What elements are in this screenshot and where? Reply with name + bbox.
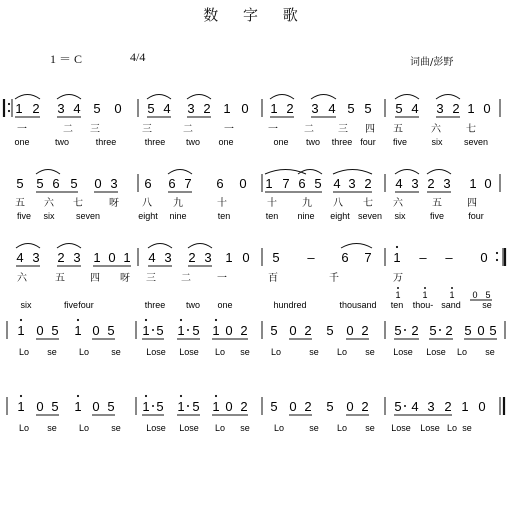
note: 2 bbox=[57, 250, 65, 265]
repeat-dot bbox=[496, 252, 498, 254]
lyric-en: se bbox=[485, 347, 495, 357]
note: 0 bbox=[239, 176, 247, 191]
dotted-rhythm-dot bbox=[404, 405, 406, 407]
note: 2 bbox=[444, 399, 452, 414]
note: 2 bbox=[361, 323, 369, 338]
slur bbox=[168, 170, 192, 175]
lyric-cn: 九 bbox=[302, 198, 312, 209]
lyric-en: se bbox=[111, 347, 121, 357]
lyric-en: Lo bbox=[78, 347, 90, 357]
lyric-en: thousand bbox=[339, 300, 377, 310]
lyric-cn: 六 bbox=[17, 273, 27, 284]
lyric-cn: 呀 bbox=[109, 198, 119, 209]
lyric-cn: 一 bbox=[17, 124, 27, 135]
note: 1 bbox=[461, 399, 469, 414]
note: 3 bbox=[110, 176, 118, 191]
time-signature: 4/4 bbox=[130, 50, 146, 64]
lyric-en: Lose bbox=[179, 347, 199, 357]
note: 0 bbox=[94, 176, 102, 191]
slur bbox=[298, 170, 322, 175]
slur bbox=[15, 95, 40, 100]
slur bbox=[187, 95, 211, 100]
note: 5 bbox=[270, 323, 278, 338]
note: 5 bbox=[147, 101, 155, 116]
note: 5 bbox=[51, 399, 59, 414]
lyric-cn: 万 bbox=[393, 273, 403, 284]
lyric-cn: 四 bbox=[90, 273, 100, 284]
lyric-cn: 一 bbox=[224, 124, 234, 135]
lyric-en: Lose bbox=[420, 423, 440, 433]
note: 3 bbox=[187, 101, 195, 116]
slur bbox=[341, 244, 372, 249]
note: 0 bbox=[241, 101, 249, 116]
note: 1 bbox=[17, 399, 25, 414]
note: 0 bbox=[36, 399, 44, 414]
lyric-en: two bbox=[185, 137, 201, 147]
note: 1 bbox=[265, 176, 273, 191]
lyric-cn: 二 bbox=[304, 124, 314, 135]
song-title: 数 字 歌 bbox=[203, 6, 308, 24]
lyric-cn: 五 bbox=[393, 124, 403, 135]
lyric-cn: 六 bbox=[44, 198, 54, 209]
lyric-en: seven bbox=[357, 211, 383, 221]
note: 0 bbox=[484, 176, 492, 191]
slur bbox=[57, 95, 81, 100]
lyric-en: three bbox=[144, 137, 166, 147]
note: 3 bbox=[443, 176, 451, 191]
lyric-en: Lo bbox=[214, 347, 226, 357]
note: 2 bbox=[32, 101, 40, 116]
octave-dot bbox=[77, 395, 79, 397]
lyric-cn: 五 bbox=[15, 198, 25, 209]
octave-dot bbox=[77, 319, 79, 321]
note: 5 bbox=[395, 101, 403, 116]
lyric-en: se bbox=[240, 347, 250, 357]
note: 0 bbox=[114, 101, 122, 116]
octave-dot bbox=[424, 287, 426, 289]
lyric-en: hundred bbox=[273, 300, 307, 310]
note: 6 bbox=[216, 176, 224, 191]
note: 3 bbox=[73, 250, 81, 265]
note: 1 bbox=[212, 323, 220, 338]
note: 0 bbox=[225, 323, 233, 338]
lyric-en: two bbox=[185, 300, 201, 310]
lyric-cn: 千 bbox=[329, 273, 339, 284]
lyric-en: Lo bbox=[446, 423, 458, 433]
note: – bbox=[307, 250, 315, 265]
lyric-en: nine bbox=[297, 211, 315, 221]
note: 0 bbox=[225, 399, 233, 414]
note: 3 bbox=[32, 250, 40, 265]
lyric-en: three bbox=[144, 300, 166, 310]
note: 2 bbox=[361, 399, 369, 414]
lyric-en: se bbox=[240, 423, 250, 433]
lyric-cn: 一 bbox=[217, 273, 227, 284]
note: 3 bbox=[348, 176, 356, 191]
lyric-en: one bbox=[218, 137, 234, 147]
note: 5 bbox=[314, 176, 322, 191]
note: 5 bbox=[394, 323, 402, 338]
lyric-en: Lose bbox=[179, 423, 199, 433]
slur bbox=[333, 170, 372, 175]
lyric-en: one bbox=[14, 137, 30, 147]
lyric-en: se bbox=[309, 347, 319, 357]
lyric-en: six bbox=[394, 211, 406, 221]
slur bbox=[57, 244, 81, 249]
lyric-en: seven bbox=[75, 211, 101, 221]
small-note: 0 bbox=[472, 290, 478, 300]
slur bbox=[16, 244, 40, 249]
lyric-en: Lose bbox=[391, 423, 411, 433]
lyric-cn: 二 bbox=[63, 124, 73, 135]
lyric-en: Lo bbox=[78, 423, 90, 433]
lyric-en: Lo bbox=[336, 423, 348, 433]
lyric-en: eight bbox=[330, 211, 350, 221]
note: 1 bbox=[15, 101, 23, 116]
octave-dot bbox=[215, 319, 217, 321]
lyric-cn: 五 bbox=[432, 198, 442, 209]
note: 2 bbox=[304, 323, 312, 338]
note: 0 bbox=[289, 399, 297, 414]
lyric-cn: 四 bbox=[467, 198, 477, 209]
lyric-cn: 七 bbox=[73, 198, 83, 209]
note: 2 bbox=[452, 101, 460, 116]
note: 2 bbox=[427, 176, 435, 191]
slur bbox=[395, 95, 419, 100]
slur bbox=[147, 95, 171, 100]
lyric-cn: 五 bbox=[55, 273, 65, 284]
lyric-en: Lo bbox=[214, 423, 226, 433]
note: 5 bbox=[326, 323, 334, 338]
note: 2 bbox=[240, 399, 248, 414]
note: 1 bbox=[93, 250, 101, 265]
lyric-en: Lo bbox=[336, 347, 348, 357]
note: 3 bbox=[311, 101, 319, 116]
note: 7 bbox=[184, 176, 192, 191]
note: 1 bbox=[177, 399, 185, 414]
lyric-en: ten bbox=[265, 211, 279, 221]
lyric-en: se bbox=[47, 347, 57, 357]
lyric-en: sand bbox=[441, 300, 461, 310]
lyric-en: four bbox=[360, 137, 376, 147]
note: 4 bbox=[328, 101, 336, 116]
note: – bbox=[445, 250, 453, 265]
lyric-en: four bbox=[78, 300, 94, 310]
note: 6 bbox=[341, 250, 349, 265]
note: 2 bbox=[411, 323, 419, 338]
note: 5 bbox=[270, 399, 278, 414]
lyric-en: ten bbox=[217, 211, 231, 221]
repeat-dot bbox=[496, 259, 498, 261]
lyric-en: nine bbox=[169, 211, 187, 221]
lyric-en: Lo bbox=[18, 347, 30, 357]
note: 5 bbox=[36, 176, 44, 191]
note: 3 bbox=[411, 176, 419, 191]
octave-dot bbox=[20, 395, 22, 397]
note: 0 bbox=[92, 399, 100, 414]
lyric-cn: 三 bbox=[338, 124, 348, 135]
note: 1 bbox=[74, 323, 82, 338]
note: 0 bbox=[346, 323, 354, 338]
lyric-en: five bbox=[63, 300, 79, 310]
note: 5 bbox=[394, 399, 402, 414]
note: 5 bbox=[464, 323, 472, 338]
note: 6 bbox=[168, 176, 176, 191]
slur bbox=[265, 170, 306, 175]
dotted-rhythm-dot bbox=[187, 405, 189, 407]
note: 1 bbox=[469, 176, 477, 191]
lyric-en: Lose bbox=[146, 423, 166, 433]
lyric-cn: 二 bbox=[181, 273, 191, 284]
slur bbox=[148, 244, 172, 249]
lyric-cn: 呀 bbox=[120, 273, 130, 284]
slur bbox=[436, 95, 460, 100]
lyric-en: five bbox=[16, 211, 32, 221]
lyric-en: Lo bbox=[273, 423, 285, 433]
note: 1 bbox=[142, 323, 150, 338]
note: 7 bbox=[282, 176, 290, 191]
note: – bbox=[419, 250, 427, 265]
note: 5 bbox=[347, 101, 355, 116]
note: 5 bbox=[107, 323, 115, 338]
lyric-en: five bbox=[429, 211, 445, 221]
note: 0 bbox=[242, 250, 250, 265]
note: 4 bbox=[333, 176, 341, 191]
dotted-rhythm-dot bbox=[152, 329, 154, 331]
dotted-rhythm-dot bbox=[404, 329, 406, 331]
slur bbox=[270, 95, 294, 100]
lyric-en: four bbox=[468, 211, 484, 221]
lyric-en: Lose bbox=[146, 347, 166, 357]
lyric-en: se bbox=[462, 423, 472, 433]
note: 5 bbox=[192, 399, 200, 414]
lyric-en: Lo bbox=[270, 347, 282, 357]
lyric-cn: 六 bbox=[393, 198, 403, 209]
note: 3 bbox=[57, 101, 65, 116]
note: 2 bbox=[286, 101, 294, 116]
note: 3 bbox=[164, 250, 172, 265]
lyric-en: Lo bbox=[18, 423, 30, 433]
note: 0 bbox=[36, 323, 44, 338]
lyric-en: three bbox=[331, 137, 353, 147]
note: 5 bbox=[156, 323, 164, 338]
note: 0 bbox=[108, 250, 116, 265]
note: 2 bbox=[364, 176, 372, 191]
lyric-en: se bbox=[111, 423, 121, 433]
note: 6 bbox=[144, 176, 152, 191]
octave-dot bbox=[145, 395, 147, 397]
note: 1 bbox=[142, 399, 150, 414]
lyric-cn: 四 bbox=[365, 124, 375, 135]
note: 3 bbox=[204, 250, 212, 265]
note: 5 bbox=[272, 250, 280, 265]
note: 4 bbox=[395, 176, 403, 191]
note: 2 bbox=[188, 250, 196, 265]
slur bbox=[36, 170, 60, 175]
note: 4 bbox=[73, 101, 81, 116]
note: 0 bbox=[92, 323, 100, 338]
small-note: 1 bbox=[395, 290, 401, 300]
note: 0 bbox=[483, 101, 491, 116]
lyric-cn: 百 bbox=[268, 273, 278, 284]
octave-dot bbox=[397, 287, 399, 289]
lyric-en: se bbox=[309, 423, 319, 433]
note: 5 bbox=[326, 399, 334, 414]
note: 1 bbox=[270, 101, 278, 116]
lyric-en: thou- bbox=[412, 300, 434, 310]
slur bbox=[311, 95, 336, 100]
note: 5 bbox=[16, 176, 24, 191]
lyric-en: three bbox=[95, 137, 117, 147]
octave-dot bbox=[20, 319, 22, 321]
note: 5 bbox=[364, 101, 372, 116]
lyric-cn: 十 bbox=[267, 198, 277, 209]
note: 1 bbox=[123, 250, 131, 265]
lyric-en: six bbox=[20, 300, 32, 310]
note: 5 bbox=[107, 399, 115, 414]
dotted-rhythm-dot bbox=[439, 329, 441, 331]
small-note: 1 bbox=[422, 290, 428, 300]
key-signature: 1 ＝ C bbox=[50, 52, 83, 66]
lyric-cn: 七 bbox=[466, 124, 476, 135]
lyric-en: se bbox=[47, 423, 57, 433]
octave-dot bbox=[180, 319, 182, 321]
octave-dot bbox=[145, 319, 147, 321]
note: 1 bbox=[467, 101, 475, 116]
lyric-cn: 十 bbox=[217, 198, 227, 209]
repeat-dot bbox=[8, 103, 10, 105]
note: 5 bbox=[93, 101, 101, 116]
lyric-en: ten bbox=[390, 300, 404, 310]
octave-dot bbox=[215, 395, 217, 397]
note: 3 bbox=[427, 399, 435, 414]
small-note: 1 bbox=[449, 290, 455, 300]
lyric-cn: 一 bbox=[268, 124, 278, 135]
note: 2 bbox=[240, 323, 248, 338]
note: 2 bbox=[445, 323, 453, 338]
note: 5 bbox=[70, 176, 78, 191]
lyric-en: one bbox=[217, 300, 233, 310]
slur bbox=[427, 170, 451, 175]
lyric-cn: 八 bbox=[333, 198, 343, 209]
note: 0 bbox=[289, 323, 297, 338]
octave-dot bbox=[180, 395, 182, 397]
note: 0 bbox=[478, 399, 486, 414]
lyric-en: se bbox=[365, 347, 375, 357]
note: 5 bbox=[489, 323, 497, 338]
lyric-cn: 九 bbox=[173, 198, 183, 209]
note: 4 bbox=[148, 250, 156, 265]
note: 1 bbox=[225, 250, 233, 265]
note: 1 bbox=[212, 399, 220, 414]
lyric-cn: 三 bbox=[90, 124, 100, 135]
lyric-en: two bbox=[54, 137, 70, 147]
note: 3 bbox=[436, 101, 444, 116]
lyric-cn: 三 bbox=[142, 124, 152, 135]
note: 6 bbox=[298, 176, 306, 191]
lyric-en: Lose bbox=[426, 347, 446, 357]
lyric-cn: 八 bbox=[142, 198, 152, 209]
note: 1 bbox=[74, 399, 82, 414]
octave-dot bbox=[396, 246, 398, 248]
lyric-cn: 三 bbox=[146, 273, 156, 284]
lyric-en: seven bbox=[463, 137, 489, 147]
lyric-cn: 二 bbox=[183, 124, 193, 135]
note: 7 bbox=[364, 250, 372, 265]
note: 1 bbox=[17, 323, 25, 338]
note: 0 bbox=[346, 399, 354, 414]
note: 1 bbox=[177, 323, 185, 338]
lyric-en: six bbox=[431, 137, 443, 147]
note: 2 bbox=[304, 399, 312, 414]
slur bbox=[188, 244, 212, 249]
lyric-cn: 七 bbox=[363, 198, 373, 209]
lyric-en: Lose bbox=[393, 347, 413, 357]
lyric-en: two bbox=[305, 137, 321, 147]
slur bbox=[395, 170, 419, 175]
note: 6 bbox=[52, 176, 60, 191]
note: 4 bbox=[16, 250, 24, 265]
note: 0 bbox=[480, 250, 488, 265]
note: 5 bbox=[192, 323, 200, 338]
note: 2 bbox=[203, 101, 211, 116]
note: 1 bbox=[393, 250, 401, 265]
octave-dot bbox=[451, 287, 453, 289]
note: 5 bbox=[51, 323, 59, 338]
lyric-en: se bbox=[365, 423, 375, 433]
lyric-en: se bbox=[482, 300, 492, 310]
lyric-en: Lo bbox=[456, 347, 468, 357]
lyric-cn: 六 bbox=[431, 124, 441, 135]
lyric-en: eight bbox=[138, 211, 158, 221]
note: 1 bbox=[223, 101, 231, 116]
small-note: 5 bbox=[485, 290, 491, 300]
dotted-rhythm-dot bbox=[187, 329, 189, 331]
note: 5 bbox=[156, 399, 164, 414]
credits: 词曲/彭野 bbox=[410, 57, 454, 68]
note: 4 bbox=[411, 101, 419, 116]
note: 0 bbox=[477, 323, 485, 338]
note: 4 bbox=[163, 101, 171, 116]
lyric-en: one bbox=[273, 137, 289, 147]
repeat-dot bbox=[8, 110, 10, 112]
lyric-en: five bbox=[392, 137, 408, 147]
note: 4 bbox=[411, 399, 419, 414]
note: 5 bbox=[429, 323, 437, 338]
lyric-en: six bbox=[43, 211, 55, 221]
dotted-rhythm-dot bbox=[152, 405, 154, 407]
